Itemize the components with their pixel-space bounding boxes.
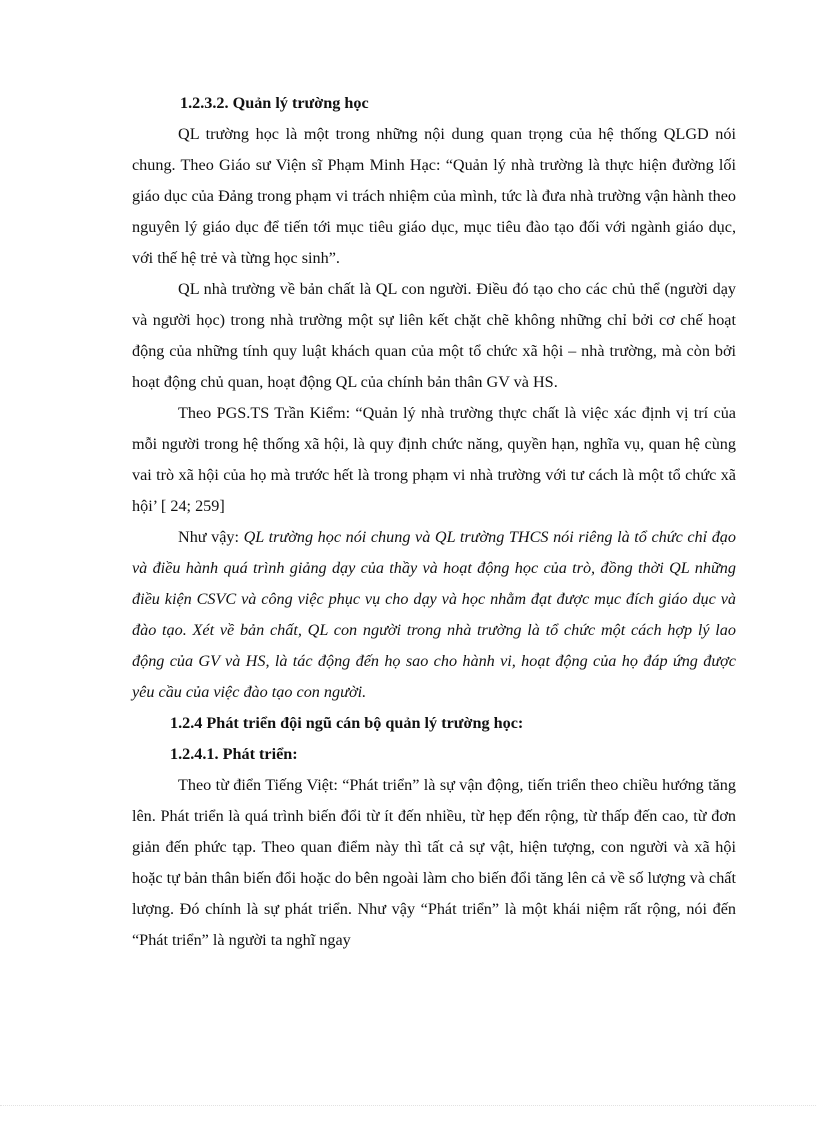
- paragraph-4-italic: QL trường học nói chung và QL trường THCS nói riêng là tổ chức chỉ đạo và điều hành quá trình giảng dạy của thầy và hoạt động học của trò, đồng thời QL những điều kiện CSVC và công việc phục vụ cho dạy và học nhằm đạt được mục đích giáo dục và đào tạo. Xét về bản chất, QL con người trong nhà trường là tổ chức một cách hợp lý lao động của GV và HS, là tác động đến họ sao cho hành vi, hoạt động của họ đáp ứng được yêu cầu của việc đào tạo con người.: [132, 528, 736, 701]
- document-page: [132, 88, 736, 956]
- section-heading-1-2-3-2: 1.2.3.2. Quản lý trường học: [180, 94, 369, 112]
- section-heading-1-2-4: 1.2.4 Phát triển đội ngũ cán bộ quản lý trường học:: [170, 714, 524, 732]
- paragraph-4-lead: Như vậy:: [178, 528, 244, 546]
- section-heading-1-2-4-1: 1.2.4.1. Phát triển:: [170, 745, 298, 763]
- paragraph-1: QL trường học là một trong những nội dung quan trọng của hệ thống QLGD nói chung. Theo Giáo sư Viện sĩ Phạm Minh Hạc: “Quản lý nhà trường là thực hiện đường lối giáo dục của Đảng trong phạm vi trách nhiệm của mình, tức là đưa nhà trường vận hành theo nguyên lý giáo dục để tiến tới mục tiêu giáo dục, mục tiêu đào tạo đối với ngành giáo dục, với thế hệ trẻ và từng học sinh”.: [132, 125, 736, 267]
- page-bottom-rule: [0, 1105, 816, 1106]
- paragraph-2: QL nhà trường về bản chất là QL con người. Điều đó tạo cho các chủ thể (người dạy và người học) trong nhà trường một sự liên kết chặt chẽ không những chỉ bởi cơ chế hoạt động của những tính quy luật khách quan của một tổ chức xã hội – nhà trường, mà còn bởi hoạt động chủ quan, hoạt động QL của chính bản thân GV và HS.: [132, 280, 736, 391]
- paragraph-5: Theo từ điển Tiếng Việt: “Phát triển” là sự vận động, tiến triển theo chiều hướng tăng lên. Phát triển là quá trình biến đổi từ ít đến nhiều, từ hẹp đến rộng, từ thấp đến cao, từ đơn giản đến phức tạp. Theo quan điểm này thì tất cả sự vật, hiện tượng, con người và xã hội hoặc tự bản thân biến đổi hoặc do bên ngoài làm cho biến đổi tăng lên cả về số lượng và chất lượng. Đó chính là sự phát triển. Như vậy “Phát triển” là một khái niệm rất rộng, nói đến “Phát triển” là người ta nghĩ ngay: [132, 776, 736, 949]
- paragraph-3: Theo PGS.TS Trần Kiểm: “Quản lý nhà trường thực chất là việc xác định vị trí của mỗi người trong hệ thống xã hội, là quy định chức năng, quyền hạn, nghĩa vụ, quan hệ cùng vai trò xã hội của họ mà trước hết là trong phạm vi nhà trường với tư cách là một tổ chức xã hội’ [ 24; 259]: [132, 404, 736, 515]
- paragraph-4: [132, 522, 736, 708]
